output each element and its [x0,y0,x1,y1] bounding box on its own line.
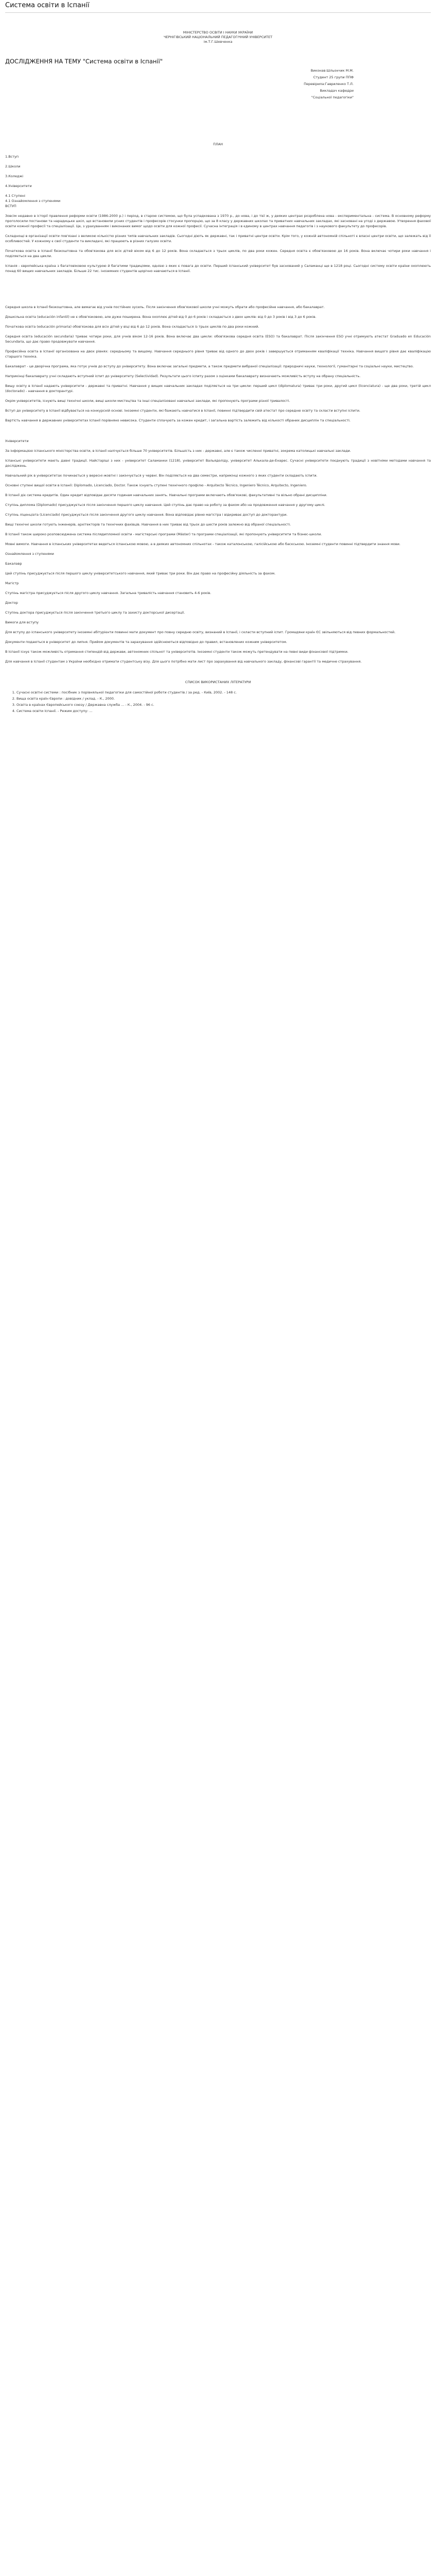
university-line: ЧЕРНІГІВСЬКИЙ НАЦІОНАЛЬНИЙ ПЕДАГОГІЧНИЙ УНІВЕРСИТЕТ [163,35,273,39]
paragraph: Бакалаврат - це дворічна програма, яка готує учнів до вступу до університету. Вона включає загальні предмети, а також предмети вибраної спеціалізації: природничі науки, технології, гуманітарні та соціальні науки, мистецтво. [5,364,414,368]
plan-item: ВСТУП [5,204,16,208]
degree-heading: Доктор [5,601,18,605]
plan-item: 4.Університети [5,184,32,188]
paragraph: За інформацією іспанського міністерства освіти, в Іспанії налічується більше 70 університетів. Більшість з них - державні, але є також численні приватні, зокрема католицькі навчальні заклади. [5,449,351,453]
author-line-5: "Соціальної педагогіки" [311,95,354,99]
paragraph: В Іспанії також широко розповсюджена система післядипломної освіти - магістерські програми (Máster) та програми спеціалізації, які пропонують університети та бізнес-школи. [5,532,322,536]
section-heading: Ознайомлення з ступенями [5,552,54,556]
author-line-1: Виконав:Шльончик М.М. [310,69,354,73]
paragraph: Вищі технічні школи готують інженерів, архітекторів та технічних фахівців. Навчання в них триває від трьох до шести років залежно від обраної спеціальності. [5,522,291,527]
paragraph: Іспанія - європейська країна з багатовіковою культурою й багатими традиціями, однією з яких є повага до освіти. Перший іспанський університет був заснований у Саламанці ще в 1218 році. Сьогодні систему освіти країни охоплюють понад 60 вищих навчальних закладів. Більше 22 тис. іноземних студентів щорічно навчаються в Іспанії. [5,264,431,273]
plan-list [5,154,431,209]
paragraph: В Іспанії існує також можливість отримання стипендій від держави, автономних спільнот та університетів. Іноземні студенти також можуть претендувати на певні види фінансової підтримки. [5,650,348,654]
author-block [5,67,431,101]
references-list [5,690,431,714]
reference-item: 1. Сучасні освітні системи : посібник з порівняльної педагогіки для самостійної роботи студентів / за ред. - Київ, 2002. - 148 с. [16,690,431,695]
paragraph: Вищу освіту в Іспанії надають університети - державні та приватні. Навчання у вищих навчальних закладах поділяється на три цикли: перший цикл (diplomatura) триває три роки, другий цикл (licenciatura) - ще два роки, третій цикл (doctorado) - навчання в докторантурі. [5,384,431,393]
paragraph: Зовсім недавно в історії правлення реформи освіти (1986-2000 р.) і період, в старою системою, що була успадкована з 1970 р., до нова, і до тієї ж, у деяких центрах розроблена нова - експериментальна - система. В основному реформу проголосили постанови та нарадицьке шкіл, що встановили усних студентів і професорів стосунки пропорцію, що за 8 класу у державних школах та приватних навчальних закладах, які засновані на угоді з державою. Утворення фахової освіти кожної професії та спеціалізації. Це, з урахуванням і виконаних вимог щодо освіти для кожної професії. Сучасна інтеграція і в єдиному в центрах навчання педагогів і з наукового факультету до професорів. [5,214,431,228]
paragraph: Вступ до університету в Іспанії відбувається на конкурсній основі. Іноземні студенти, які бажають навчатися в Іспанії, повинні підтвердити свій атестат про середню освіту та скласти вступні іспити. [5,409,360,413]
paragraph: Документи подаються в університет до липня. Прийом документів та зарахування здійснюються відповідно до правил, встановлених кожним університетом. [5,640,287,644]
author-line-3: Перевірила:Гавриленко Т.Л. [304,82,354,86]
paragraph: Для вступу до іспанського університету іноземні абітурієнти повинні мати документ про повну середню освіту, визнаний в Іспанії, і скласти вступний іспит. Громадяни країн ЄС звільняються від певних формальностей. [5,630,396,634]
paragraph: Початкова освіта в Іспанії безкоштовна та обов'язкова для всіх дітей віком від 6 до 12 років. Вона складається з трьох циклів, по два роки кожен. Середня освіта є обов'язковою до 16 років. Вона включає чотири роки навчання і поділяється на два цикли. [5,249,431,258]
paragraph: Ступінь диплома (Diplomado) присуджується після закінчення першого циклу навчання. Цей ступінь дає право на роботу за фахом або на продовження навчання у другому циклі. [5,503,325,507]
author-line-2: Студент 25 групи ППФ [313,75,354,79]
paragraph: Для навчання в Іспанії студентам з України необхідно отримати студентську візу. Для цього потрібно мати лист про зарахування від навчального закладу, фінансові гарантії та медичне страхування. [5,659,362,664]
paragraph: Ступінь доктора присуджується після закінчення третього циклу та захисту докторської дисертації. [5,611,185,615]
paragraph: Ступінь ліценціата (Licenciado) присуджується після закінчення другого циклу навчання. Вона відповідає рівню магістра і відкриває доступ до докторантури. [5,513,288,517]
paragraph: Окрім університетів, існують вищі технічні школи, вищі школи мистецтва та інші спеціалізовані навчальні заклади, які пропонують програми різної тривалості. [5,399,290,403]
reference-item: 2. Вища освіта країн Європи : довідник / уклад. - К., 2000. [16,696,431,701]
plan-item: 2.Школи [5,164,21,168]
paragraph: Ступінь магістра присуджується після другого циклу навчання. Загальна тривалість навчання становить 4-6 років. [5,591,212,595]
paragraph: Основні ступені вищої освіти в Іспанії: Diplomado, Licenciado, Doctor. Також існують ступені технічного профілю - Arquitecto Técnico, Ingeniero Técnico, Arquitecto, Ingeniero. [5,483,307,487]
paragraph: Середня школа в Іспанії безкоштовна, але вимагає від учнів постійних зусиль. Після закінчення обов'язкової школи учні можуть обрати або професійне навчання, або бакалаврат. [5,305,325,309]
paragraph: Початкова освіта (educación primaria) обов'язкова для всіх дітей у віці від 6 до 12 років. Вона складається із трьох циклів по два роки кожний. [5,325,259,329]
section-heading: Вимоги для вступу [5,620,39,624]
research-topic: ДОСЛІДЖЕННЯ НА ТЕМУ "Система освіти в Іспанії" [5,58,163,65]
paragraph: Цей ступінь присуджується після першого циклу університетського навчання, який триває три роки. Він дає право на професійну діяльність за фахом. [5,571,276,575]
degree-heading: Бакалавр [5,562,22,566]
author-line-4: Викладач кафедри [320,89,354,93]
plan-item: 4.1 Ступені [5,194,25,198]
paragraph: Вартість навчання в державних університетах Іспанії порівняно невисока. Студенти сплачують за кожен кредит, і загальна вартість залежить від кількості обраних дисциплін та спеціальності. [5,418,351,422]
paragraph: Навчальний рік в університетах починається у вересні-жовтні і закінчується у червні. Він поділяється на два семестри, наприкінці кожного з яких студенти складають іспити. [5,473,318,478]
plan-heading: ПЛАН [213,142,223,146]
named-after-line: ім.Т.Г.Шевченка [203,40,233,44]
plan-item: 3.Коледжі [5,174,24,178]
section-heading: Університети [5,439,29,443]
paragraph: Іспанські університети мають давні традиції. Найстаріші з них - університет Саламанки (1218), університет Вальядоліду, університет Алькала-де-Енарес. Сучасні університети поєднують традиції з новітніми методами навчання та досліджень. [5,459,431,468]
paragraph: Середня освіта (educación secundaria) триває чотири роки, для учнів віком 12-16 років. Вона включає два цикли: обов'язкова середня освіта (ESO) та бакалаврат. Після закінчення ESO учні отримують атестат Graduado en Educación Secundaria, що дає право продовжувати навчання. [5,334,431,344]
reference-item: 3. Освіта в країнах Європейського союзу / Державна служба ... - К., 2004. - 96 с. [16,702,431,707]
paragraph: В Іспанії діє система кредитів. Один кредит відповідає десяти годинам навчальних занять. Навчальні програми включають обов'язкові, факультативні та вільно обрані дисципліни. [5,493,327,497]
ministry-line: МІНІСТЕРСТВО ОСВІТИ І НАУКИ УКРАЇНИ [183,30,253,35]
paragraph: Професійна освіта в Іспанії організована на двох рівнях: середньому та вищому. Навчання середнього рівня триває від одного до двох років і завершується отриманням кваліфікації техніка. Навчання вищого рівня дає кваліфікацію старшого техніка. [5,349,431,359]
paragraph: Наприкінці бакалаврату учні складають вступний іспит до університету (Selectividad). Результати цього іспиту разом з оцінками бакалаврату визначають можливість вступу на обрану спеціальність. [5,374,361,378]
paragraph: Складнощі в організації освіти пов'язані з великою кількістю різних типів навчальних закладів. Сьогодні діють як державні, так і приватні центри освіти. Крім того, у кожній автономній спільноті є власні центри освіти, що залежать від її особливостей. У кожному є свої студенти та викладачі, які працюють в різних галузях освіти. [5,234,431,243]
reference-item: 4. Система освіти Іспанії. - Режим доступу: ... [16,708,431,714]
references-heading: СПИСОК ВИКОРИСТАНИХ ЛІТЕРАТУРИ [185,680,251,684]
paragraph: Мовні вимоги. Навчання в іспанських університетах ведеться іспанською мовою, а в деяких автономних спільнотах - також каталонською, галісійською або баскською. Іноземні студенти повинні підтвердити знання мови. [5,542,400,546]
degree-heading: Магістр [5,581,19,585]
plan-item: 1.Вступ [5,155,19,159]
paragraph: Дошкільна освіта (educación infantil) не є обов'язковою, але дуже поширена. Вона охоплює дітей від 0 до 6 років і складається з двох циклів: від 0 до 3 років і від 3 до 6 років. [5,315,317,319]
page-title: Система освіти в Іспанії [5,0,431,13]
plan-item: 4.1 Ознайомлення з ступенями [5,199,61,203]
